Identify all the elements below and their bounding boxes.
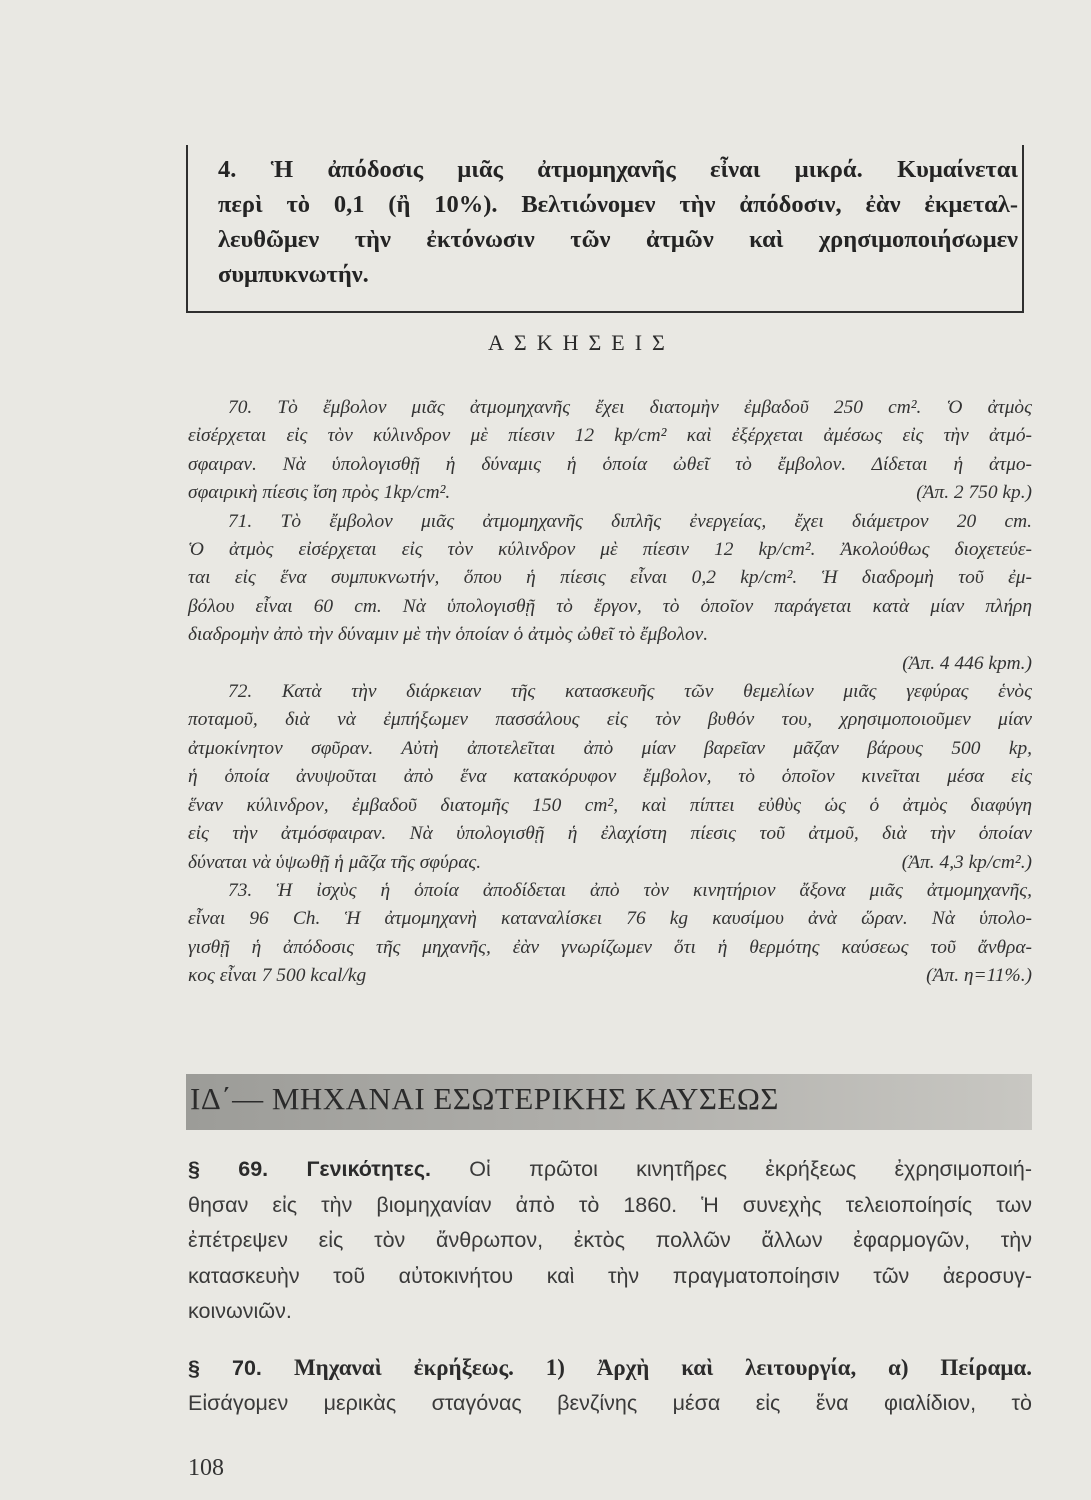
section-69-line: κοινωνιῶν.	[188, 1299, 292, 1323]
exercise-73-line: γισθῇ ἡ ἀπόδοσις τῆς μηχανῆς, ἐὰν γνωρίζωμεν ὅτι ἡ θερμότης καύσεως τοῦ ἄνθρα-	[188, 936, 1032, 958]
exercise-72-line: εἰς τὴν ἀτμόσφαιραν. Νὰ ὑπολογισθῇ ἡ ἐλαχίστη πίεσις τοῦ ἀτμοῦ, διὰ τὴν ὁποίαν	[188, 823, 1032, 845]
section-spacer	[188, 1330, 1032, 1350]
section-70-first-line	[188, 1350, 1032, 1387]
summary-line: περὶ τὸ 0,1 (ἢ 10%). Βελτιώνομεν τὴν ἀπόδοσιν, ἐὰν ἐκμεταλ-	[218, 191, 1018, 218]
exercise-72-line: ἕναν κύλινδρον, ἐμβαδοῦ διατομῆς 150 cm², καὶ πίπτει εὐθὺς ὡς ὁ ἀτμὸς διαφύγη	[188, 794, 1032, 816]
exercises-list	[188, 394, 1032, 991]
exercise-73-last-line	[188, 962, 1032, 990]
exercise-72-line: ποταμοῦ, διὰ νὰ ἐμπήξωμεν πασσάλους εἰς τὸν βυθόν του, χρησιμοποιοῦμεν μίαν	[188, 709, 1032, 731]
section-69-line: θησαν εἰς τὴν βιομηχανίαν ἀπὸ τὸ 1860. Ἡ συνεχὴς τελειοποίησίς των	[188, 1192, 1032, 1217]
exercises-heading: ΑΣΚΗΣΕΙΣ	[488, 330, 675, 355]
summary-line: 4. Ἡ ἀπόδοσις μιᾶς ἀτμομηχανῆς εἶναι μικρά. Κυμαίνεται	[218, 156, 1018, 183]
summary-line: λευθῶμεν τὴν ἐκτόνωσιν τῶν ἀτμῶν καὶ χρησιμοποιήσωμεν	[218, 226, 1018, 253]
exercise-71-answer: (Ἀπ. 4 446 kpm.)	[902, 652, 1032, 674]
summary-point	[218, 152, 1018, 292]
exercise-71-line: βόλου εἶναι 60 cm. Νὰ ὑπολογισθῇ τὸ ἔργον, τὸ ὁποῖον παράγεται κατὰ μίαν πλήρη	[188, 595, 1032, 617]
section-69-title: Γενικότητες.	[306, 1157, 431, 1181]
exercise-72-answer: (Ἀπ. 4,3 kp/cm².)	[901, 851, 1032, 873]
exercise-73-line: 73. Ἡ ἰσχὺς ἡ ὁποία ἀποδίδεται ἀπὸ τὸν κινητήριον ἄξονα μιᾶς ἀτμομηχανῆς,	[228, 879, 1032, 901]
section-69-line: ἐπέτρεψεν εἰς τὸν ἄνθρωπον, ἐκτὸς πολλῶν ἄλλων ἐφαρμογῶν, τὴν	[188, 1228, 1032, 1252]
body-text	[188, 1152, 1032, 1422]
section-69-line: κατασκευὴν τοῦ αὐτοκινήτου καὶ τὴν πραγματοποίησιν τῶν ἀεροσυγ-	[188, 1263, 1032, 1288]
exercise-71-answer-line	[188, 650, 1032, 678]
exercise-73-answer: (Ἀπ. η=11%.)	[926, 965, 1032, 987]
exercise-72-last-line	[188, 849, 1032, 877]
exercise-71-line: 71. Τὸ ἔμβολον μιᾶς ἀτμομηχανῆς διπλῆς ἐνεργείας, ἔχει διάμετρον 20 cm.	[228, 510, 1032, 532]
exercise-72-line: ἀτμοκίνητον σφῦραν. Αὐτὴ ἀποτελεῖται ἀπὸ μίαν βαρεῖαν μᾶζαν βάρους 500 kp,	[188, 737, 1032, 759]
exercise-70-line: εἰσέρχεται εἰς τὸν κύλινδρον μὲ πίεσιν 12 kp/cm² καὶ ἐξέρχεται ἀμέσως εἰς τὴν ἀτμό-	[188, 425, 1032, 447]
exercise-70-answer: (Ἀπ. 2 750 kp.)	[916, 482, 1032, 504]
section-69-number: § 69.	[188, 1157, 269, 1181]
exercise-70-last-line	[188, 479, 1032, 507]
exercise-72-line: ἡ ὁποία ἀνυψοῦται ἀπὸ ἕνα κατακόρυφον ἔμβολον, τὸ ὁποῖον κινεῖται μέσα εἰς	[188, 766, 1032, 788]
chapter-title: ΙΔ΄— ΜΗΧΑΝΑΙ ΕΣΩΤΕΡΙΚΗΣ ΚΑΥΣΕΩΣ	[190, 1081, 779, 1116]
section-70-number: § 70.	[188, 1355, 262, 1380]
exercise-72-text-end: δύναται νὰ ὑψωθῇ ἡ μᾶζα τῆς σφύρας.	[188, 851, 482, 873]
exercise-71-line: ται εἰς ἕνα συμπυκνωτήν, ὅπου ἡ πίεσις εἶναι 0,2 kp/cm². Ἡ διαδρομὴ τοῦ ἐμ-	[188, 567, 1032, 589]
exercise-73-text-end: κος εἶναι 7 500 kcal/kg	[188, 965, 367, 987]
section-70-line: Εἰσάγομεν μερικὰς σταγόνας βενζίνης μέσα εἰς ἕνα φιαλίδιον, τὸ	[188, 1391, 1032, 1415]
exercise-71-line: Ὁ ἀτμὸς εἰσέρχεται εἰς τὸν κύλινδρον μὲ πίεσιν 12 kp/cm². Ἀκολούθως διοχετεύε-	[188, 539, 1032, 561]
section-69-text-start: Οἱ πρῶτοι κινητῆρες ἐκρήξεως ἐχρησιμοποιή-	[469, 1157, 1032, 1181]
exercise-70-line: 70. Τὸ ἔμβολον μιᾶς ἀτμομηχανῆς ἔχει διατομὴν ἐμβαδοῦ 250 cm². Ὁ ἀτμὸς	[228, 397, 1032, 418]
exercise-73-line: εἶναι 96 Ch. Ἡ ἀτμομηχανὴ καταναλίσκει 76 kg καυσίμου ἀνὰ ὥραν. Νὰ ὑπολο-	[188, 908, 1032, 930]
section-69-first-line	[188, 1152, 1032, 1188]
exercise-72-line: 72. Κατὰ τὴν διάρκειαν τῆς κατασκευῆς τῶν θεμελίων μιᾶς γεφύρας ἑνὸς	[228, 681, 1032, 703]
summary-line: συμπυκνωτήν.	[218, 261, 369, 288]
exercise-70-text-end: σφαιρικὴ πίεσις ἴση πρὸς 1kp/cm².	[188, 482, 451, 504]
exercise-70-line: σφαιραν. Νὰ ὑπολογισθῇ ἡ δύναμις ἡ ὁποία ὠθεῖ τὸ ἔμβολον. Δίδεται ἡ ἀτμο-	[188, 453, 1032, 475]
section-70-title: Μηχαναὶ ἐκρήξεως. 1) Ἀρχὴ καὶ λειτουργία, α) Πείραμα.	[293, 1354, 1032, 1380]
exercise-71-line: διαδρομὴν ἀπὸ τὴν δύναμιν μὲ τὴν ὁποίαν ὁ ἀτμὸς ὠθεῖ τὸ ἔμβολον.	[188, 624, 709, 646]
page-number: 108	[188, 1455, 224, 1481]
